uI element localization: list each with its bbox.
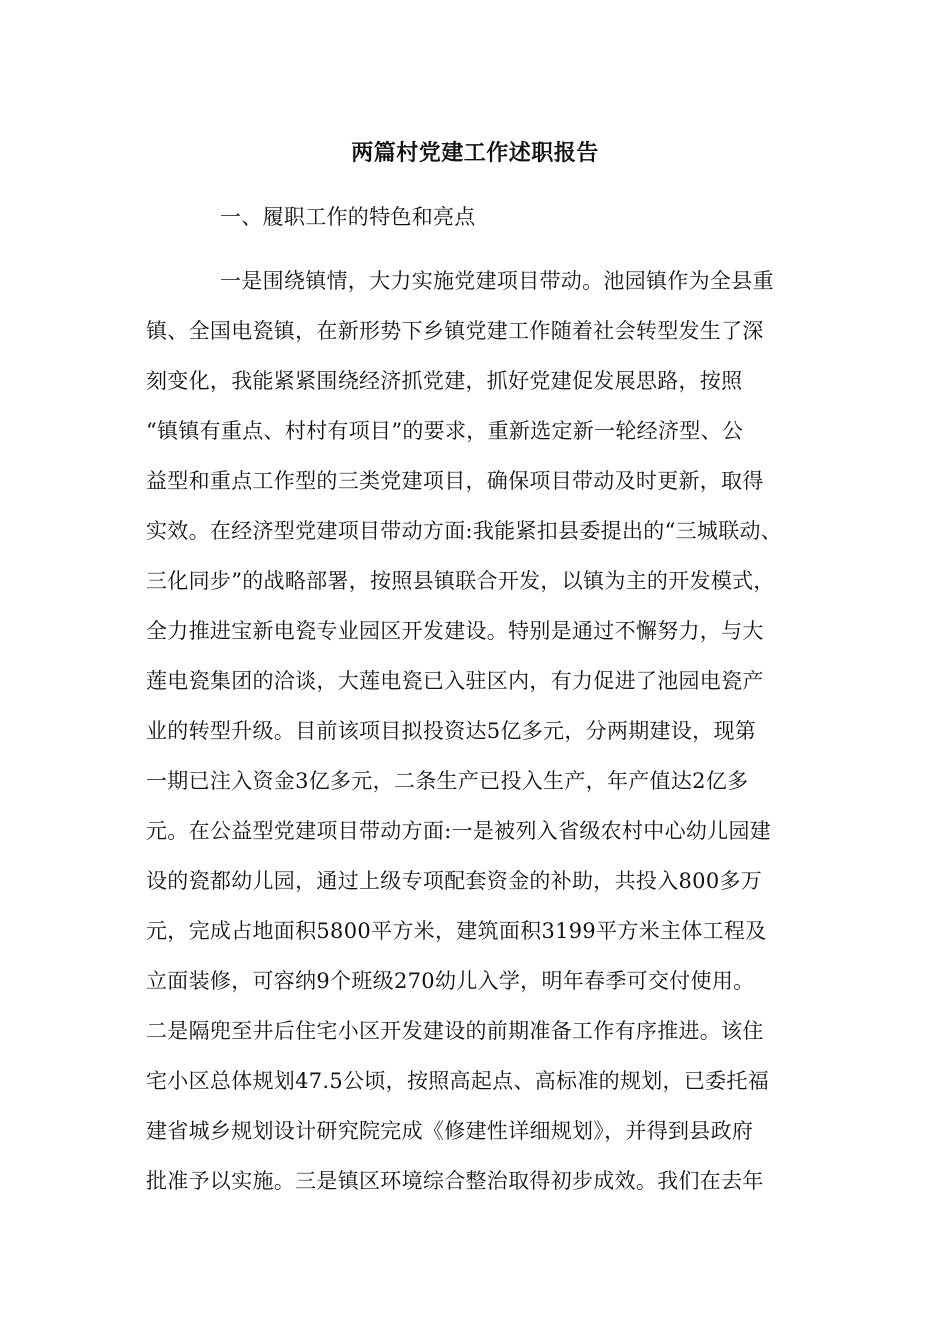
paragraph-line: 镇、全国电瓷镇，在新形势下乡镇党建工作随着社会转型发生了深	[146, 319, 764, 343]
paragraph-line: 三化同步”的战略部署，按照县镇联合开发，以镇为主的开发模式，	[146, 569, 775, 593]
paragraph-line: 元。在公益型党建项目带动方面:一是被列入省级农村中心幼儿园建	[146, 819, 772, 843]
section-heading: 一、履职工作的特色和亮点	[220, 205, 476, 229]
paragraph-line: 实效。在经济型党建项目带动方面:我能紧扣县委提出的“三城联动、	[146, 519, 783, 543]
paragraph-line: 一是围绕镇情，大力实施党建项目带动。池园镇作为全县重	[220, 269, 774, 293]
paragraph-line: 设的瓷都幼儿园，通过上级专项配套资金的补助，共投入800多万	[146, 869, 763, 893]
paragraph-line: 批准予以实施。三是镇区环境综合整治取得初步成效。我们在去年	[146, 1169, 764, 1193]
paragraph-line: 一期已注入资金3亿多元，二条生产已投入生产，年产值达2亿多	[146, 769, 749, 793]
paragraph-line: 宅小区总体规划47.5公顷，按照高起点、高标准的规划，已委托福	[146, 1069, 770, 1093]
paragraph-line: 刻变化，我能紧紧围绕经济抓党建，抓好党建促发展思路，按照	[146, 369, 743, 393]
paragraph-line: 业的转型升级。目前该项目拟投资达5亿多元，分两期建设，现第	[146, 719, 757, 743]
paragraph-line: “镇镇有重点、村村有项目”的要求，重新选定新一轮经济型、公	[146, 419, 744, 443]
paragraph-line: 建省城乡规划设计研究院完成《修建性详细规划》，并得到县政府	[146, 1119, 754, 1143]
paragraph-line: 元，完成占地面积5800平方米，建筑面积3199平方米主体工程及	[146, 919, 767, 943]
paragraph-line: 二是隔兜至井后住宅小区开发建设的前期准备工作有序推进。该住	[146, 1019, 764, 1043]
document-title: 两篇村党建工作述职报告	[351, 140, 599, 166]
paragraph-line: 立面装修，可容纳9个班级270幼儿入学，明年春季可交付使用。	[146, 969, 755, 993]
paragraph-line: 全力推进宝新电瓷专业园区开发建设。特别是通过不懈努力，与大	[146, 619, 764, 643]
paragraph-line: 益型和重点工作型的三类党建项目，确保项目带动及时更新，取得	[146, 469, 764, 493]
paragraph-line: 莲电瓷集团的洽谈，大莲电瓷已入驻区内，有力促进了池园电瓷产	[146, 669, 764, 693]
